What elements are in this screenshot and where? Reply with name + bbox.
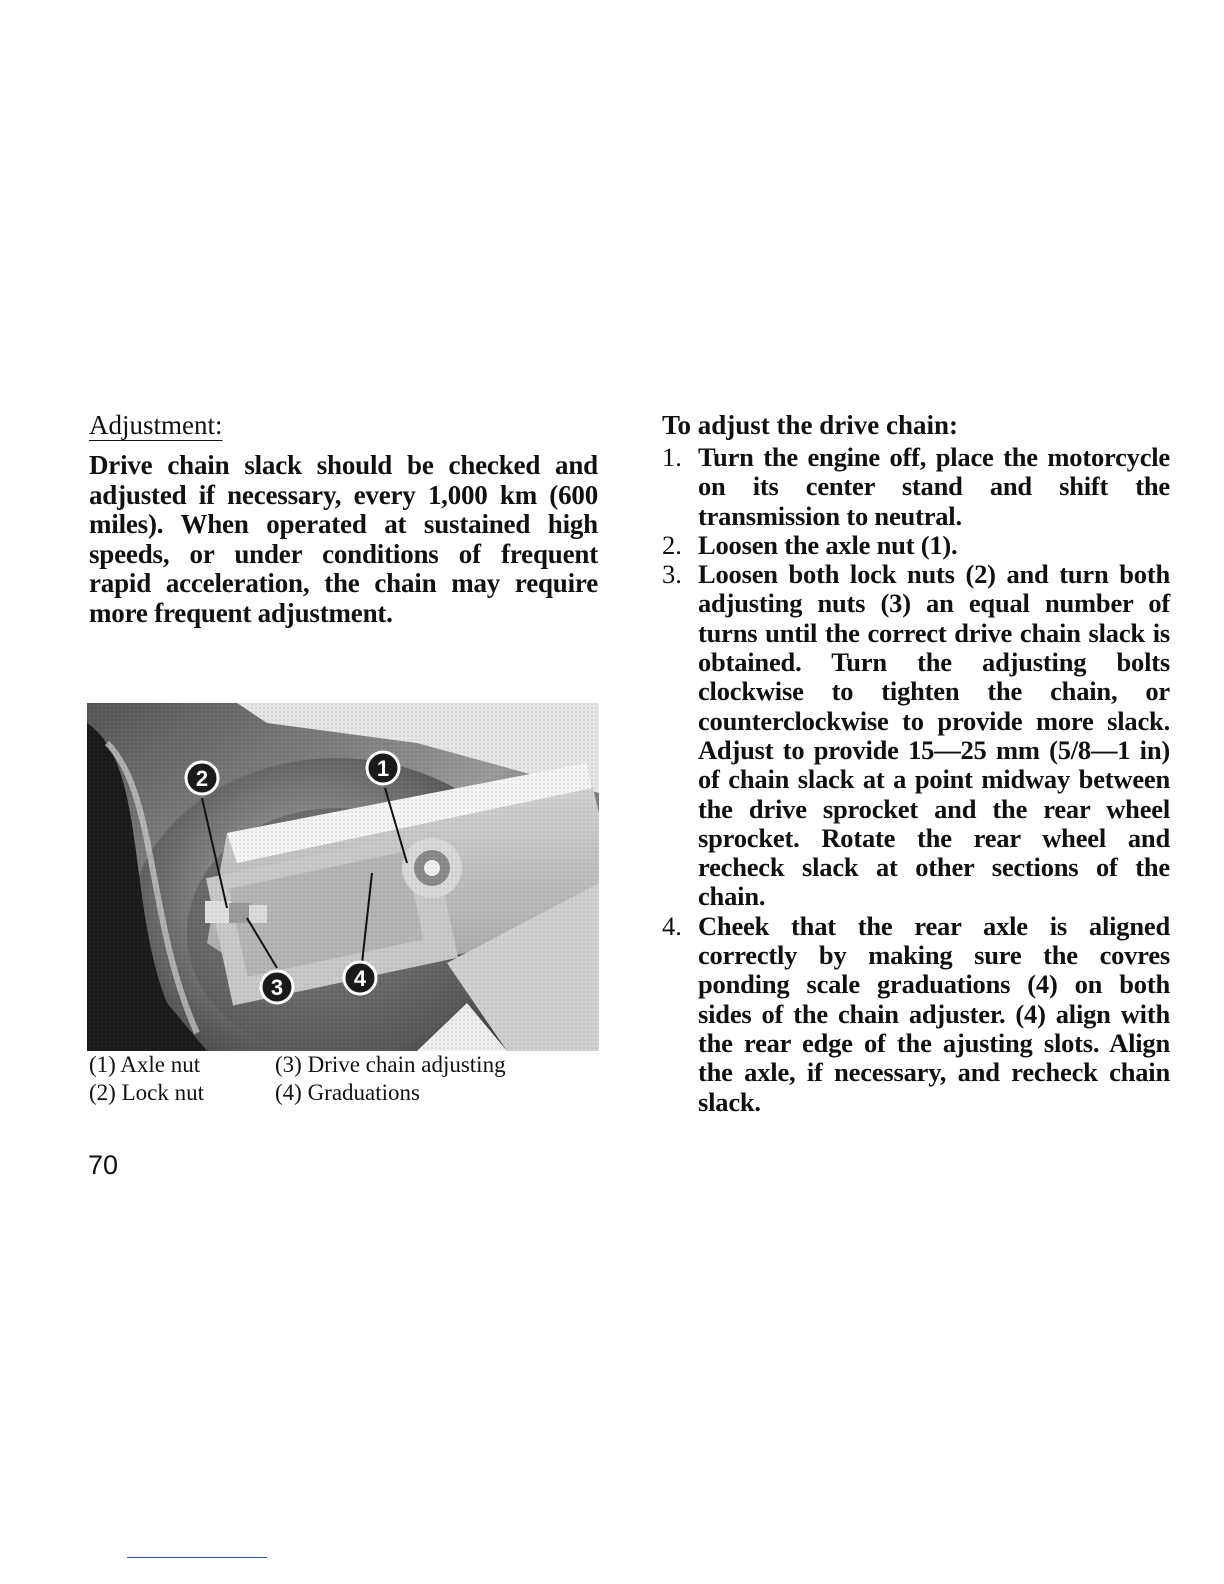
step-text: Loosen both lock nuts (2) and turn both adjusting nuts (3) an equal number of turns until the correct drive chain slack is obtained. Turn the adjusting bolts clockwise to tighten the chain, or counterclockwise to provide more slack. Adjust to provide 15—25 mm (5/8—1 in) of chain slack at a point midway between the drive sprocket and the rear wheel sprocket. Rotate the rear wheel and recheck slack at other sections of the chain. bbox=[698, 559, 1170, 912]
caption-lock-nut: (2) Lock nut bbox=[89, 1080, 204, 1105]
caption-row bbox=[89, 1079, 506, 1107]
callout-marker-1 bbox=[367, 752, 399, 784]
step-item bbox=[662, 531, 1170, 560]
callout-marker-3 bbox=[261, 971, 293, 1003]
page-number: 70 bbox=[88, 1150, 119, 1180]
figure-captions bbox=[89, 1051, 506, 1107]
step-number: 3. bbox=[662, 559, 682, 590]
callout-marker-2 bbox=[186, 762, 218, 794]
adjustment-intro: Drive chain slack should be checked and adjusted if necessary, every 1,000 km (600 miles). When operated at sustained high speeds, or under conditions of frequent rapid acceleration, the chain may require more frequent adjustment. bbox=[89, 450, 598, 628]
step-text: Loosen the axle nut (1). bbox=[698, 529, 958, 560]
caption-row bbox=[89, 1051, 506, 1079]
step-text: Cheek that the rear axle is aligned correctly by making sure the covres ponding scale graduations (4) on both sides of the chain adjuster. (4) align with the rear edge of the ajusting slots. Align the axle, if necessary, and recheck chain slack. bbox=[698, 910, 1170, 1117]
step-item bbox=[662, 912, 1170, 1117]
svg-text:1: 1 bbox=[376, 756, 390, 781]
step-item bbox=[662, 560, 1170, 912]
caption-axle-nut: (1) Axle nut bbox=[89, 1052, 201, 1077]
chain-adjuster-photo bbox=[87, 703, 599, 1051]
step-number: 4. bbox=[662, 910, 682, 941]
caption-drive-chain-adjusting: (3) Drive chain adjusting bbox=[275, 1052, 506, 1077]
step-item bbox=[662, 443, 1170, 531]
adjustment-heading: Adjustment: bbox=[89, 410, 223, 440]
procedure-heading: To adjust the drive chain: bbox=[662, 410, 959, 440]
step-number: 2. bbox=[662, 529, 682, 560]
svg-text:2: 2 bbox=[195, 766, 209, 791]
procedure-steps bbox=[662, 443, 1170, 1117]
svg-text:4: 4 bbox=[353, 966, 367, 991]
footer-rule bbox=[127, 1557, 267, 1558]
callout-marker-4 bbox=[344, 962, 376, 994]
caption-graduations: (4) Graduations bbox=[275, 1080, 420, 1105]
svg-text:3: 3 bbox=[270, 975, 284, 1000]
step-number: 1. bbox=[662, 442, 682, 472]
step-text: Turn the engine off, place the motorcycle on its center stand and shift the transmission to neutral. bbox=[698, 442, 1170, 531]
